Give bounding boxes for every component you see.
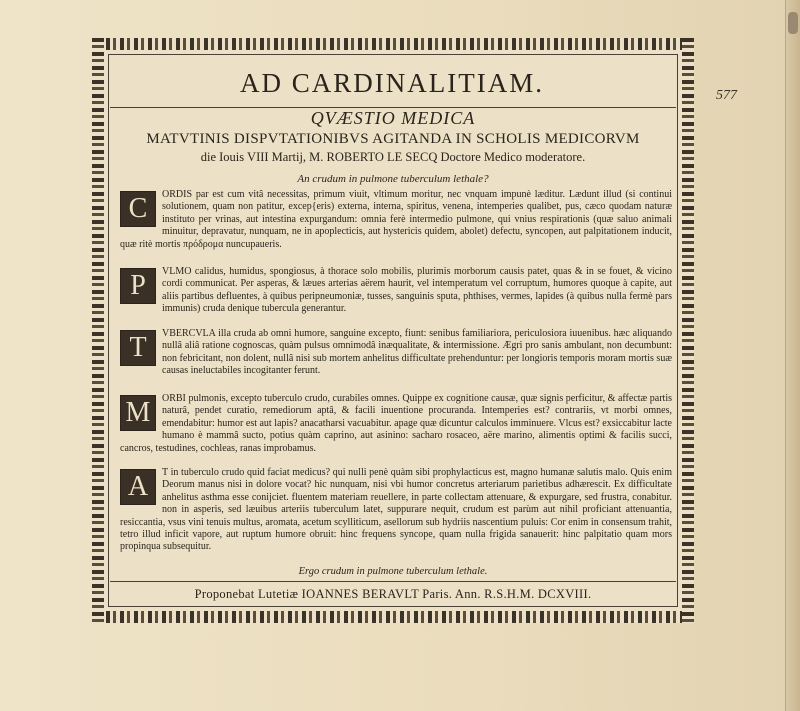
border-bottom <box>92 611 694 623</box>
drop-cap: T <box>120 330 156 366</box>
paragraph-2 <box>120 266 672 316</box>
paragraph-text: T in tuberculo crudo quid faciat medicus? qui nulli penè quàm sibi prophylacticus est, magno humanæ salutis malo. Quis enim Deorum manus nisi in dolore vocat? hic nunquam, nisi vbi humor concretus arteriarum parietibus adhærescit. Ex difficultate anhelitus asthma esse conijciet. fluentem materiam reuellere, in parte collectam attenuare, & expurgare, sed frustra, conabitur. non in asperis, sed læuibus arteriis tuberculum latet, suppurare nequit, crudum est parùm aut nihil proficiant attenuantia, resiccantia, vsus vini tenuis multus, aromata, acetum scylliticum, asellorum sub hydriis nascentium puluis: Cor enim in consensum trahit, tetro illud inficit vapore, aut ruptum humore obruit: hinc frequens syncope, quam nulla frigida sanauerit: hinc palpitatio quam mors propinqua subsequitur. <box>120 467 672 553</box>
paragraph-4 <box>120 393 672 455</box>
border-top <box>92 38 694 50</box>
page-title: AD CARDINALITIAM. <box>240 68 544 98</box>
paragraph-text: ORDIS par est cum vitâ necessitas, primum viuit, vltimum moritur, nec vnquam impunè læditur. Lædunt illud (si continui solutionem, quam non patitur, excep{eris) externa, interna, spiritus, venena, intemperies qualibet, pus, cæco quodam naturæ instituto per vrinas, aut intestina expurgandum: omnia ferè intermedio pulmone, qui vnius respirationis (quæ saluo animali minuitur, depravatur, nunquam, ne in apoplecticis, aut hystericis quidem, abolet) defectu, syncopen, aut palpitationem inducit, quæ ritè mortis πρόδρομα nuncupaueris. <box>120 189 672 250</box>
paragraph-text: ORBI pulmonis, excepto tuberculo crudo, curabiles omnes. Quippe ex cognitione causæ, quæ signis perficitur, & affectæ partis naturâ, pendet curatio, remediorum aptâ, & facili inuentione procuranda. Intemperies est? contrariis, vt morbi omnes, emendabitur: humor est aut lapis? anacatharsi vacuabitur. apage quæ dicuntur calculos imminuere. Vlcus est? exsiccabitur lacte humano è mammâ sucto, potius quàm caprino, aut asinino: sacharo rosaceo, aëre marino, alimentis optimi & facilis succi, cancros, testudines, cochleas, ranas improbamus. <box>120 393 672 454</box>
paragraph-3 <box>120 328 672 378</box>
drop-cap: P <box>120 268 156 304</box>
ornamental-frame <box>92 38 694 623</box>
paragraph-1 <box>120 189 672 251</box>
footer-imprint: Proponebat Lutetiæ IOANNES BERAVLT Paris. Ann. R.S.H.M. DCXVIII. <box>194 587 592 601</box>
page-number: 577 <box>716 88 737 103</box>
conclusion: Ergo crudum in pulmone tuberculum lethale. <box>298 566 488 577</box>
footer-divider <box>110 581 676 582</box>
question: An crudum in pulmone tuberculum lethale? <box>297 173 489 185</box>
paragraph-text: VLMO calidus, humidus, spongiosus, à thorace solo mobilis, plurimis morborum causis patet, quas & in se fouet, & vicino cordi communicat. Per asperas, & læues arterias aërem haurit, vel intemperatum vel corruptum, humores quoque à capite, aut aliis partibus defluentes, à quibus peripneumoniæ, tusses, sanguinis sputa, phthises, vermes, lapides (à quibus nulla fermè pars immunis) cruda denique tubercula generantur. <box>162 266 672 315</box>
paragraph-5 <box>120 467 672 554</box>
drop-cap: M <box>120 395 156 431</box>
intro-line-2: die Iouis VIII Martij, M. ROBERTO LE SECQ Doctore Medico moderatore. <box>200 150 586 164</box>
intro-line-1: MATVTINIS DISPVTATIONIBVS AGITANDA IN SCHOLIS MEDICORVM <box>146 131 640 147</box>
border-right <box>682 38 694 623</box>
binding-mark <box>788 12 798 34</box>
drop-cap: A <box>120 469 156 505</box>
border-left <box>92 38 104 623</box>
paragraph-text: VBERCVLA illa cruda ab omni humore, sanguine excepto, fiunt: senibus familiariora, periculosiora iuuenibus. hæc aliquando nullâ aliâ ratione cognoscas, quàm pulsus omnimodâ inæqualitate, & intermissione. Ægri pro sanis ambulant, non decumbunt: non febricitant, non dolent, nullâ nisi sub mortem anhelitus difficultate prehenduntur: per longioris temporis moram mortis suæ causas ineluctabiles incogitanter ferunt. <box>162 328 672 377</box>
page-edge <box>785 0 800 711</box>
drop-cap: C <box>120 191 156 227</box>
subtitle: QVÆSTIO MEDICA <box>310 108 476 128</box>
